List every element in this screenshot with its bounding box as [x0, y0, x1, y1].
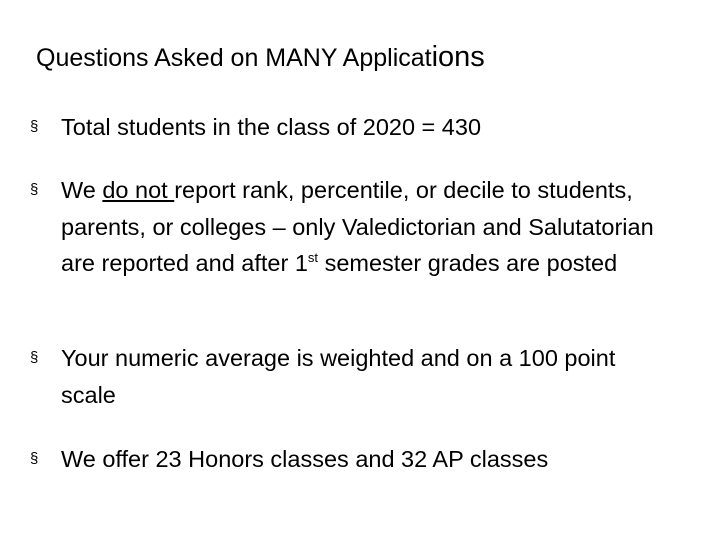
bullet-item-numeric-average — [30, 340, 670, 413]
bullet-text-underlined: do not — [102, 177, 175, 203]
bullet-text-mid: report rank, percentile, or decile to students, parents, or colleges – only Valedictorian and Salutatorian are reported and after 1 — [61, 177, 654, 276]
bullet-marker-icon: § — [30, 181, 39, 198]
title-tail-text: ions — [431, 41, 485, 73]
bullet-item-class-size — [30, 109, 670, 146]
bullet-marker-icon: § — [30, 450, 39, 467]
bullet-item-course-offerings — [30, 441, 670, 478]
bullet-text: We offer 23 Honors classes and 32 AP classes — [61, 446, 549, 472]
bullet-text-post: semester grades are posted — [318, 250, 618, 276]
bullet-text: Your numeric average is weighted and on a 100 point scale — [61, 345, 616, 408]
bullet-text-superscript: st — [307, 250, 319, 265]
slide-title — [36, 40, 485, 75]
bullet-marker-icon: § — [30, 349, 39, 366]
bullet-text: Total students in the class of 2020 = 430 — [61, 114, 482, 140]
bullet-marker-icon: § — [30, 118, 39, 135]
title-main-text: Questions Asked on MANY Applicat — [36, 44, 432, 72]
bullet-text — [61, 172, 670, 282]
bullet-item-rank-policy — [30, 172, 670, 282]
bullet-text-pre: We — [61, 177, 103, 203]
